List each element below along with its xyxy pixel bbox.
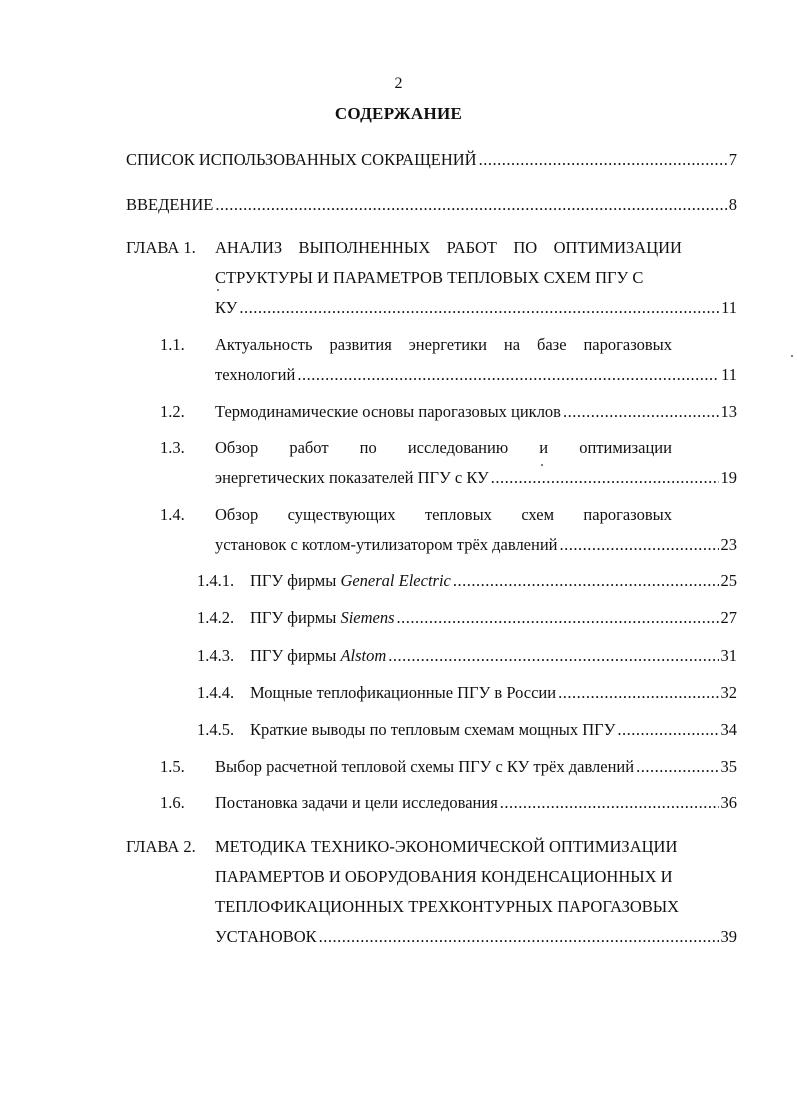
word: ВЫПОЛНЕННЫХ [298, 238, 431, 257]
toc-entry-text: Термодинамические основы парогазовых циклов [215, 402, 561, 421]
dot-leader [636, 757, 718, 777]
dot-leader [617, 720, 718, 740]
section-1-6 [215, 793, 737, 813]
toc-page-number: 11 [721, 298, 737, 317]
toc-entry-text: Выбор расчетной тепловой схемы ПГУ с КУ трёх давлений [215, 757, 635, 776]
toc-page-number: 13 [720, 402, 737, 421]
word: Обзор [215, 438, 259, 457]
company-name: Siemens [340, 608, 395, 627]
subsection-number: 1.4.4. [197, 683, 235, 702]
dot-leader [558, 683, 718, 703]
company-name: Alstom [340, 646, 387, 665]
chapter-1-title-line-1 [215, 238, 682, 258]
toc-page-number: 25 [720, 571, 737, 590]
toc-page-number: 35 [720, 757, 737, 776]
subsection-number: 1.4.1. [197, 571, 235, 590]
section-number: 1.2. [160, 402, 185, 421]
section-number: 1.3. [160, 438, 185, 457]
subsection-1-4-5 [250, 720, 737, 740]
word: базе [536, 335, 567, 354]
toc-entry-introduction [126, 195, 737, 215]
word: парогазовых [583, 505, 672, 524]
word: существующих [287, 505, 396, 524]
toc-entry-text: ПГУ фирмы [250, 646, 337, 665]
toc-page-number: 36 [720, 793, 737, 812]
scan-speck [217, 289, 219, 291]
chapter-2-title-line-2: ПАРАМЕРТОВ И ОБОРУДОВАНИЯ КОНДЕНСАЦИОННЫХ И [215, 867, 673, 886]
toc-page-number: 7 [728, 150, 737, 169]
dot-leader [319, 927, 719, 947]
toc-page-number: 11 [721, 365, 737, 384]
section-1-4-line-1 [215, 505, 672, 525]
subsection-1-4-1 [250, 571, 737, 591]
section-1-3-line-1 [215, 438, 672, 458]
word: работ [289, 438, 329, 457]
toc-entry-text: ПГУ фирмы [250, 608, 337, 627]
toc-page-number: 8 [728, 195, 737, 214]
toc-entry-text: Мощные теплофикационные ПГУ в России [250, 683, 557, 702]
chapter-2-title-line-3: ТЕПЛОФИКАЦИОННЫХ ТРЕХКОНТУРНЫХ ПАРОГАЗОВЫХ [215, 897, 680, 916]
toc-entry-text: ВВЕДЕНИЕ [126, 195, 214, 214]
section-number: 1.5. [160, 757, 185, 776]
word: ПО [513, 238, 538, 257]
toc-page-number: 39 [720, 927, 737, 946]
toc-entry-text: энергетических показателей ПГУ с КУ [215, 468, 489, 487]
word: РАБОТ [446, 238, 497, 257]
dot-leader [563, 402, 719, 422]
section-number: 1.4. [160, 505, 185, 524]
page-title: СОДЕРЖАНИЕ [334, 104, 463, 123]
toc-entry-text: УСТАНОВОК [215, 927, 317, 946]
subsection-1-4-2 [250, 608, 737, 628]
subsection-number: 1.4.2. [197, 608, 235, 627]
subsection-1-4-4 [250, 683, 737, 703]
toc-page-number: 27 [720, 608, 737, 627]
dot-leader [560, 535, 719, 555]
section-1-1-line-2 [215, 365, 737, 385]
toc-entry-text: ПГУ фирмы [250, 571, 337, 590]
section-1-5 [215, 757, 737, 777]
dot-leader [215, 195, 726, 215]
dot-leader [239, 298, 719, 318]
toc-page-number: 32 [720, 683, 737, 702]
word: развития [329, 335, 392, 354]
toc-page-number: 31 [720, 646, 737, 665]
word: Обзор [215, 505, 259, 524]
chapter-1-title-line-3 [215, 298, 737, 318]
page-number: 2 [394, 75, 403, 92]
section-1-4-line-2 [215, 535, 737, 555]
subsection-1-4-3 [250, 646, 737, 666]
word: парогазовых [583, 335, 672, 354]
word: ОПТИМИЗАЦИИ [553, 238, 682, 257]
dot-leader [297, 365, 719, 385]
toc-entry-text: Краткие выводы по тепловым схемам мощных ПГУ [250, 720, 616, 739]
company-name: General Electric [340, 571, 451, 590]
dot-leader [388, 646, 718, 666]
subsection-number: 1.4.5. [197, 720, 235, 739]
scan-speck [541, 464, 543, 466]
toc-entry-text: установок с котлом-утилизатором трёх давлений [215, 535, 558, 554]
dot-leader [397, 608, 719, 628]
dot-leader [479, 150, 727, 170]
chapter-2-title-line-1: МЕТОДИКА ТЕХНИКО-ЭКОНОМИЧЕСКОЙ ОПТИМИЗАЦИИ [215, 837, 678, 856]
word: на [503, 335, 521, 354]
section-1-2 [215, 402, 737, 422]
word: АНАЛИЗ [215, 238, 283, 257]
word: схем [521, 505, 555, 524]
subsection-number: 1.4.3. [197, 646, 235, 665]
toc-page-number: 23 [720, 535, 737, 554]
toc-entry-abbreviations [126, 150, 737, 170]
word: Актуальность [215, 335, 313, 354]
dot-leader [500, 793, 719, 813]
word: оптимизации [579, 438, 672, 457]
word: по [359, 438, 377, 457]
chapter-1-label: ГЛАВА 1. [126, 238, 196, 257]
word: и [539, 438, 549, 457]
chapter-1-title-line-2: СТРУКТУРЫ И ПАРАМЕТРОВ ТЕПЛОВЫХ СХЕМ ПГУ С [215, 268, 644, 287]
scan-speck [791, 355, 793, 357]
toc-page-number: 34 [720, 720, 737, 739]
toc-entry-text: Постановка задачи и цели исследования [215, 793, 498, 812]
toc-page-number: 19 [720, 468, 737, 487]
word: исследованию [407, 438, 509, 457]
section-1-3-line-2 [215, 468, 737, 488]
toc-entry-text: КУ [215, 298, 238, 317]
dot-leader [491, 468, 719, 488]
chapter-2-label: ГЛАВА 2. [126, 837, 196, 856]
word: тепловых [424, 505, 492, 524]
toc-entry-text: технологий [215, 365, 296, 384]
section-number: 1.1. [160, 335, 185, 354]
chapter-2-title-line-4 [215, 927, 737, 947]
word: энергетики [408, 335, 487, 354]
dot-leader [453, 571, 719, 591]
section-number: 1.6. [160, 793, 185, 812]
toc-entry-text: СПИСОК ИСПОЛЬЗОВАННЫХ СОКРАЩЕНИЙ [126, 150, 477, 169]
section-1-1-line-1 [215, 335, 672, 355]
